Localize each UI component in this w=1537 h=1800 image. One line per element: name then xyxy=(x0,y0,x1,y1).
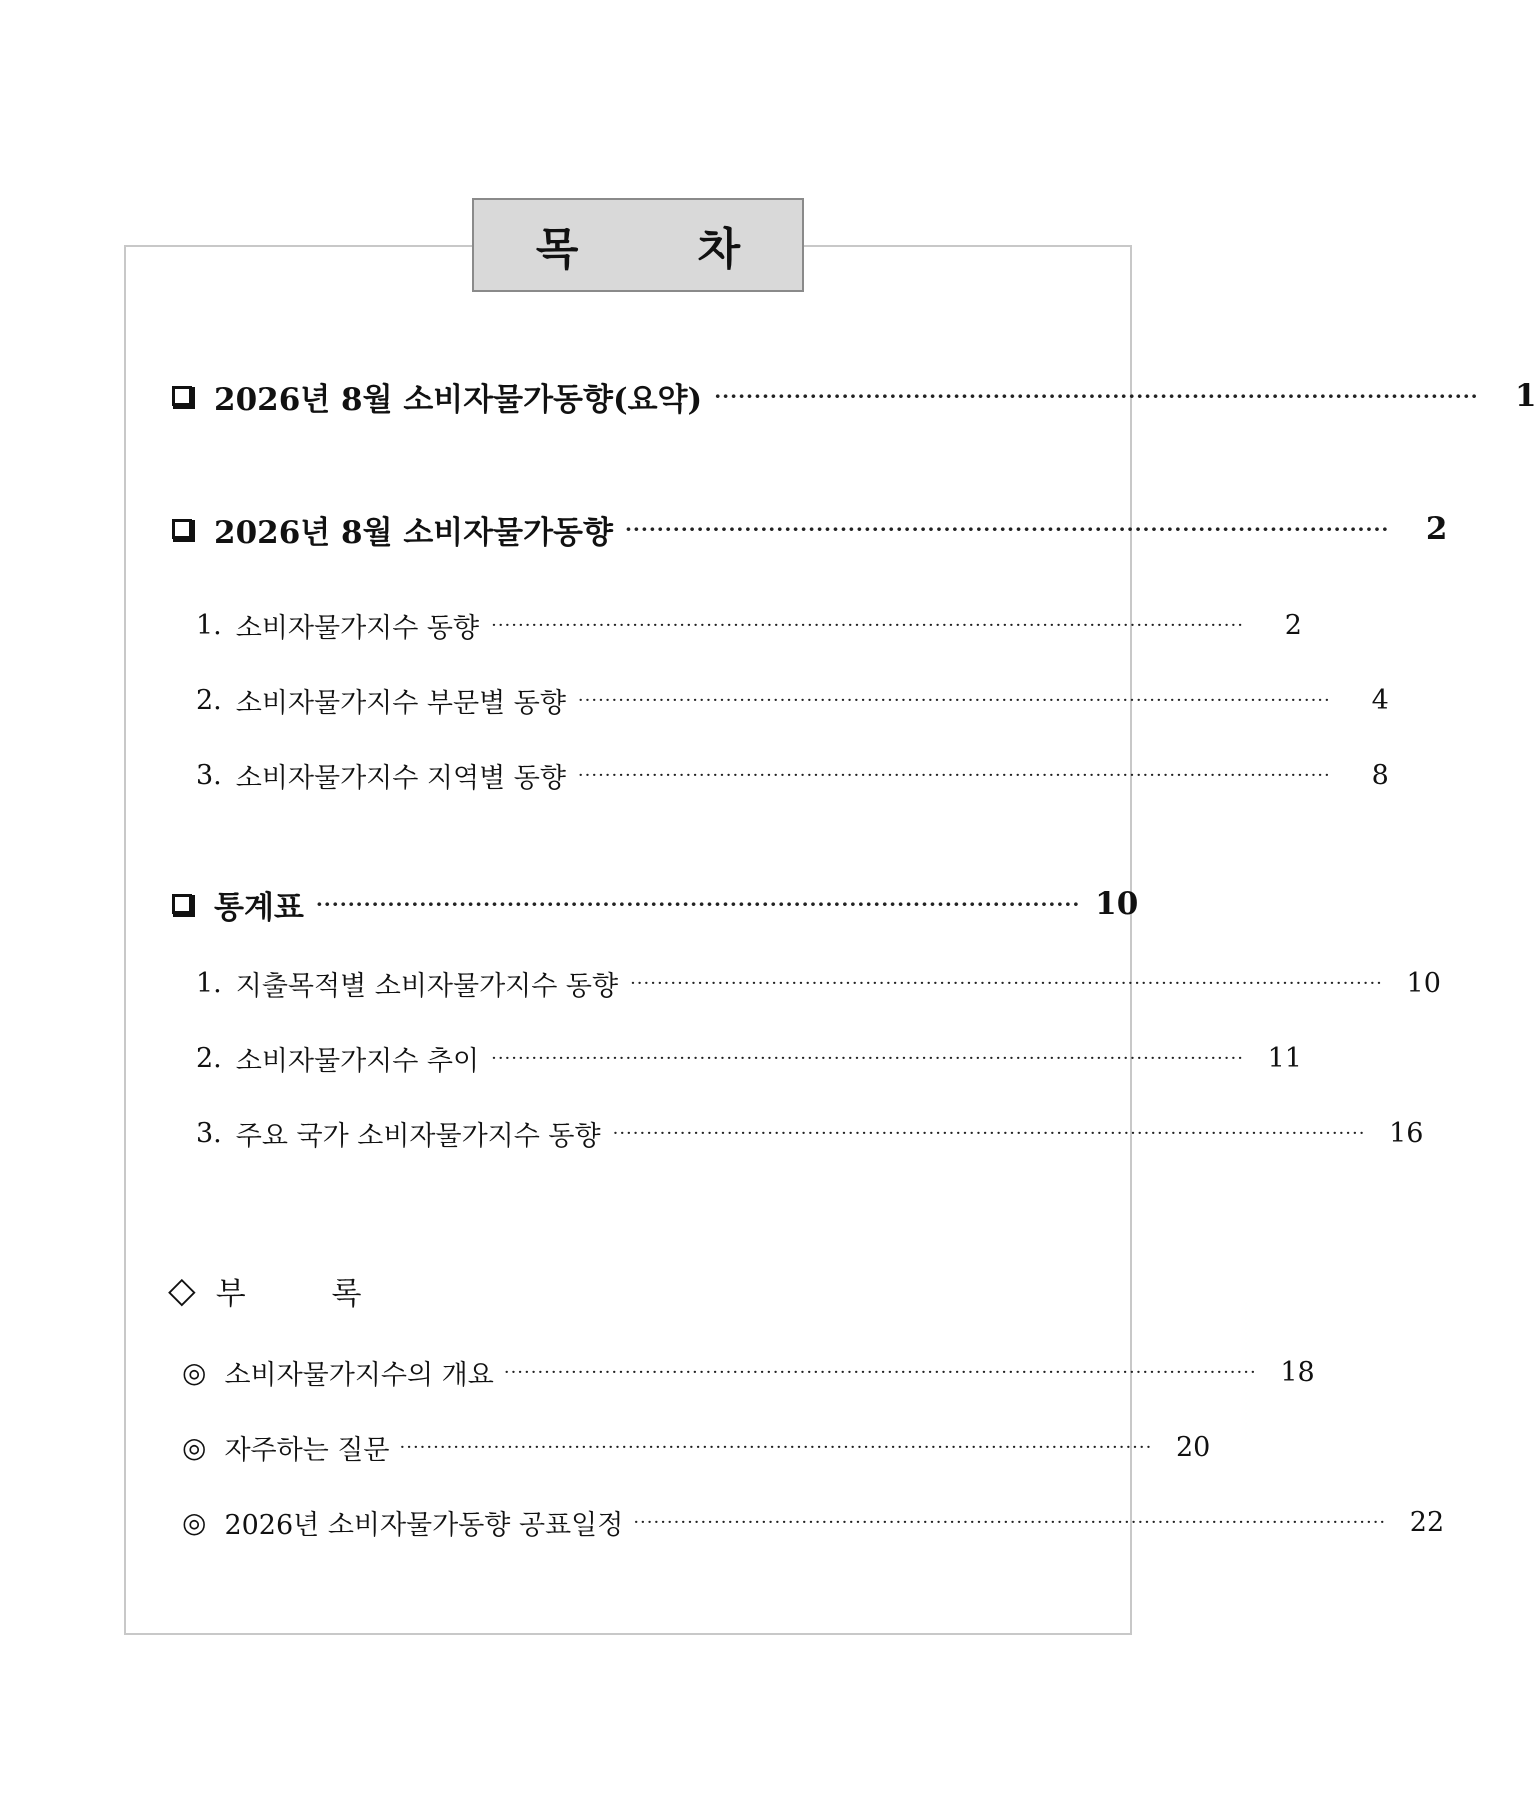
page-number: 10 xyxy=(1095,886,1139,922)
toc-appendix-item[interactable] xyxy=(182,1501,1445,1543)
section-label: 통계표 xyxy=(214,889,304,926)
leader-dots: ················································································································ xyxy=(612,1122,1366,1144)
page-title: 목 차 xyxy=(472,198,804,292)
page-number: 2 xyxy=(1425,511,1448,547)
item-label: 2026년 소비자물가동향 공표일정 xyxy=(224,1509,624,1541)
page-number: 16 xyxy=(1389,1117,1424,1149)
page-number: 2 xyxy=(1284,609,1302,641)
leader-dots: ································································································ xyxy=(714,384,1479,408)
page-number: 22 xyxy=(1409,1506,1445,1538)
toc-section-cpi[interactable] xyxy=(172,505,1448,553)
square-bullet-icon xyxy=(172,519,192,539)
section-label: 2026년 8월 소비자물가동향 xyxy=(214,514,613,551)
toc-section-summary[interactable] xyxy=(172,372,1537,420)
item-label: 소비자물가지수 부문별 동향 xyxy=(235,687,566,719)
item-label: 소비자물가지수 지역별 동향 xyxy=(235,762,566,794)
page-number: 8 xyxy=(1371,759,1389,791)
page-number: 1 xyxy=(1515,378,1537,414)
toc-item[interactable] xyxy=(196,604,1302,646)
page-number: 4 xyxy=(1371,684,1389,716)
square-bullet-icon xyxy=(172,894,192,914)
toc-appendix-item[interactable] xyxy=(182,1351,1315,1393)
leader-dots: ················································································································ xyxy=(491,614,1244,636)
toc-section-tables[interactable] xyxy=(172,880,1139,928)
page-number: 20 xyxy=(1175,1431,1211,1463)
item-label: 주요 국가 소비자물가지수 동향 xyxy=(235,1120,601,1152)
item-label: 소비자물가지수의 개요 xyxy=(224,1359,494,1391)
page-number: 11 xyxy=(1267,1042,1302,1074)
diamond-icon: ◇ xyxy=(168,1270,196,1311)
section-label: 2026년 8월 소비자물가동향(요약) xyxy=(214,381,703,418)
square-bullet-icon xyxy=(172,386,192,406)
leader-dots: ················································································································ xyxy=(491,1047,1244,1069)
appendix-label: 부 록 xyxy=(215,1276,400,1312)
toc-appendix-item[interactable] xyxy=(182,1426,1211,1468)
leader-dots: ················································································································ xyxy=(633,1511,1387,1533)
double-circle-icon: ◎ xyxy=(182,1505,207,1539)
toc-item[interactable] xyxy=(196,1037,1302,1079)
toc-item[interactable] xyxy=(196,679,1389,721)
leader-dots: ································································································ xyxy=(624,517,1390,541)
page-number: 18 xyxy=(1280,1356,1315,1388)
item-number: 3. xyxy=(196,759,222,791)
leader-dots: ································································································ xyxy=(315,892,1081,916)
leader-dots: ················································································································ xyxy=(630,972,1383,994)
appendix-heading xyxy=(168,1268,399,1313)
leader-dots: ················································································································ xyxy=(503,1361,1257,1383)
leader-dots: ················································································································ xyxy=(399,1436,1153,1458)
item-label: 소비자물가지수 추이 xyxy=(235,1045,480,1077)
item-label: 지출목적별 소비자물가지수 동향 xyxy=(235,970,619,1002)
toc-item[interactable] xyxy=(196,962,1441,1004)
leader-dots: ················································································································ xyxy=(577,764,1331,786)
item-label: 자주하는 질문 xyxy=(224,1434,390,1466)
double-circle-icon: ◎ xyxy=(182,1355,207,1389)
item-number: 1. xyxy=(196,609,222,641)
page-number: 10 xyxy=(1406,967,1441,999)
item-number: 2. xyxy=(196,1042,222,1074)
toc-item[interactable] xyxy=(196,1112,1424,1154)
item-number: 2. xyxy=(196,684,222,716)
item-number: 3. xyxy=(196,1117,222,1149)
leader-dots: ················································································································ xyxy=(577,689,1331,711)
double-circle-icon: ◎ xyxy=(182,1430,207,1464)
toc-item[interactable] xyxy=(196,754,1389,796)
item-number: 1. xyxy=(196,967,222,999)
item-label: 소비자물가지수 동향 xyxy=(235,612,480,644)
